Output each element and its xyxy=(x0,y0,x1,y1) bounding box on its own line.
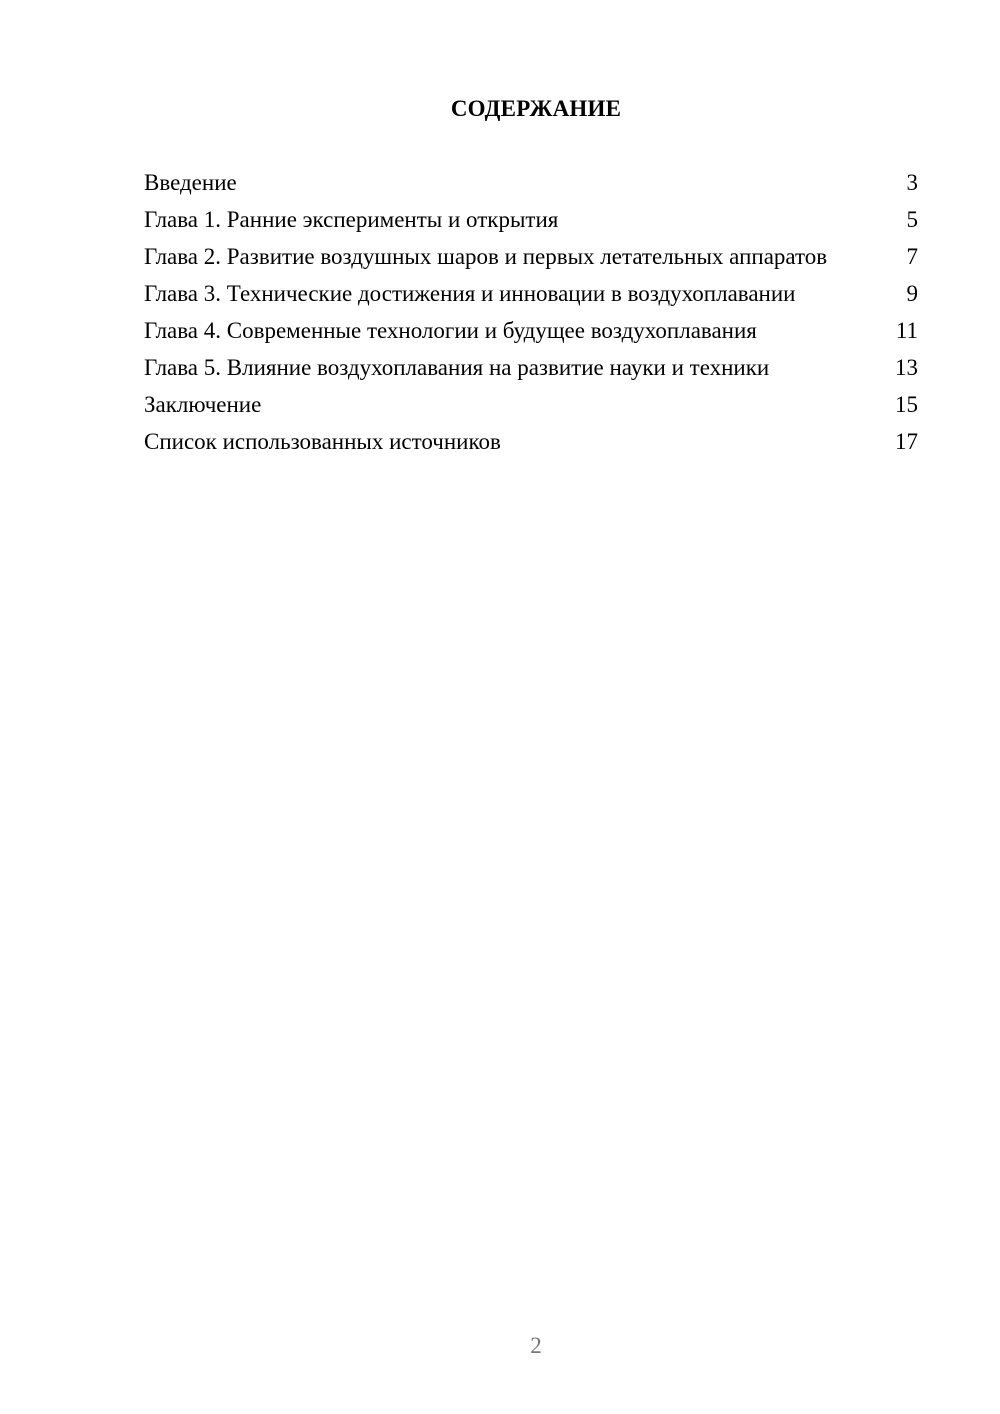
toc-entry-chapter-4 xyxy=(144,318,918,344)
table-of-contents xyxy=(144,170,918,466)
toc-entry-references xyxy=(144,429,918,455)
page-number: 2 xyxy=(530,1333,542,1358)
toc-entry-text: Глава 5. Влияние воздухоплавания на развитие науки и техники xyxy=(144,355,770,380)
toc-entry-page: 17 xyxy=(895,429,918,454)
toc-entry-chapter-2 xyxy=(144,244,918,270)
toc-entry-text: Глава 2. Развитие воздушных шаров и первых летательных аппаратов xyxy=(144,244,828,269)
toc-entry-chapter-1 xyxy=(144,207,918,233)
toc-entry-chapter-5 xyxy=(144,355,918,381)
toc-entry-page: 13 xyxy=(895,355,918,380)
toc-entry-introduction xyxy=(144,170,918,196)
toc-entry-page: 7 xyxy=(906,244,918,269)
toc-entry-page: 15 xyxy=(895,392,918,417)
toc-entry-chapter-3 xyxy=(144,281,918,307)
toc-entry-page: 5 xyxy=(906,207,918,232)
toc-entry-text: Введение xyxy=(144,170,237,195)
toc-entry-text: Список использованных источников xyxy=(144,429,501,454)
toc-entry-conclusion xyxy=(144,392,918,418)
toc-entry-text: Глава 3. Технические достижения и инновации в воздухоплавании xyxy=(144,281,796,306)
toc-entry-text: Глава 1. Ранние эксперименты и открытия xyxy=(144,207,559,232)
toc-entry-text: Заключение xyxy=(144,392,262,417)
toc-entry-page: 3 xyxy=(906,170,918,195)
toc-entry-page: 9 xyxy=(906,281,918,306)
toc-entry-page: 11 xyxy=(895,318,918,343)
toc-title: СОДЕРЖАНИЕ xyxy=(450,96,622,121)
toc-entry-text: Глава 4. Современные технологии и будущее воздухоплавания xyxy=(144,318,757,343)
